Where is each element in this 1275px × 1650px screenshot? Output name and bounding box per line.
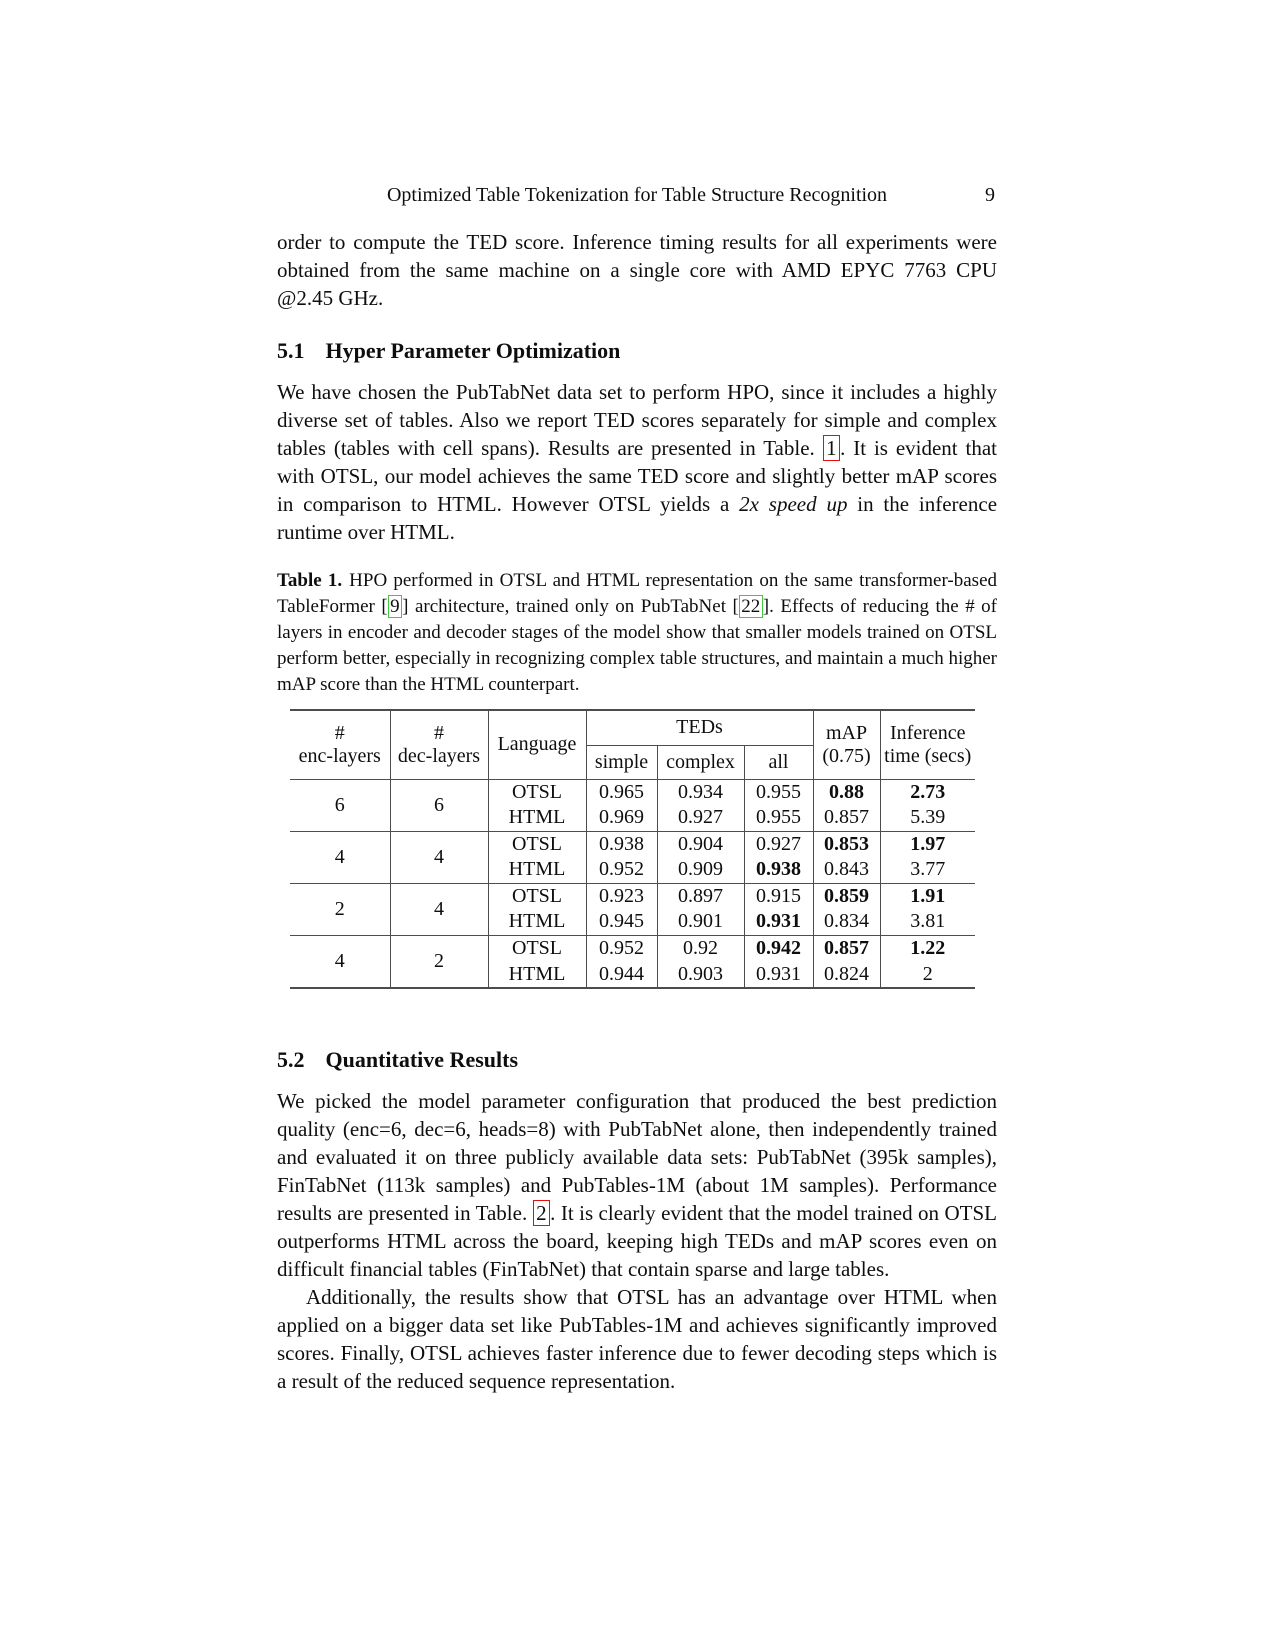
language-cell: HTML	[488, 961, 586, 987]
col-header-teds-all: all	[744, 745, 813, 779]
language-cell: HTML	[488, 805, 586, 831]
citation-link[interactable]: 9	[388, 595, 403, 618]
map-cell: 0.853	[813, 831, 880, 857]
paragraph-intro	[277, 228, 997, 312]
inference-time-cell: 1.97	[910, 832, 946, 855]
col-header-inference-time: Inference time (secs)	[884, 721, 972, 767]
ted-simple-cell: 0.969	[586, 805, 657, 831]
map-cell: 0.88	[813, 779, 880, 805]
language-cell: OTSL	[488, 779, 586, 805]
dec-layers-value: 2	[390, 935, 488, 987]
language-cell: HTML	[488, 857, 586, 883]
col-header-teds-simple: simple	[586, 745, 657, 779]
ted-complex-cell: 0.897	[657, 883, 744, 909]
inference-time-cell: 3.77	[910, 858, 946, 881]
section-title: Hyper Parameter Optimization	[325, 338, 621, 363]
ted-complex-cell: 0.909	[657, 857, 744, 883]
ted-simple-cell: 0.923	[586, 883, 657, 909]
ted-complex-cell: 0.92	[657, 935, 744, 961]
map-cell: 0.857	[813, 935, 880, 961]
paragraph-quantitative-1	[277, 1087, 997, 1283]
inference-time-cell: 1.22	[910, 936, 946, 959]
col-header-teds: TEDs	[586, 711, 813, 745]
text-run: We picked the model parameter configuration that produced the best prediction quality (enc=6, dec=6, heads=8) with PubTabNet alone, then independently trained and evaluated it on three publicly available data sets: PubTabNet (395k samples), FinTabNet (113k samples) and PubTables-1M (about 1M samples). Performance results are presented in Table.	[277, 1089, 997, 1225]
col-header-teds-complex: complex	[657, 745, 744, 779]
ted-all-cell: 0.931	[744, 961, 813, 987]
citation-link[interactable]: 22	[739, 595, 763, 618]
inference-time-cell: 3.81	[910, 910, 946, 933]
table-row	[290, 779, 975, 805]
language-cell: OTSL	[488, 831, 586, 857]
ted-all-cell: 0.938	[744, 857, 813, 883]
inference-time-cell: 2	[922, 962, 933, 985]
running-head-title: Optimized Table Tokenization for Table Structure Recognition	[386, 184, 888, 206]
enc-layers-value: 6	[290, 779, 390, 831]
dec-layers-value: 6	[390, 779, 488, 831]
ted-simple-cell: 0.965	[586, 779, 657, 805]
running-head	[277, 183, 997, 207]
paragraph-hpo	[277, 378, 997, 546]
ted-simple-cell: 0.944	[586, 961, 657, 987]
table-reference-link[interactable]: 1	[823, 435, 841, 461]
map-cell: 0.843	[813, 857, 880, 883]
text-run: . It is evident that with OTSL, our model achieves the same TED score and slightly better mAP scores in comparison to HTML. However OTSL yields a	[277, 436, 998, 516]
ted-all-cell: 0.942	[744, 935, 813, 961]
ted-all-cell: 0.927	[744, 831, 813, 857]
map-cell: 0.834	[813, 909, 880, 935]
col-header-enc-layers: # enc-layers	[290, 711, 390, 779]
dec-layers-value: 4	[390, 831, 488, 883]
text-column	[277, 183, 997, 1395]
col-header-language: Language	[488, 711, 586, 779]
caption-label: Table 1.	[277, 570, 343, 591]
dec-layers-value: 4	[390, 883, 488, 935]
inference-time-cell: 2.73	[910, 780, 946, 803]
text-run: ]. Effects of reducing the # of layers in encoder and decoder stages of the model show that smaller models trained on OTSL perform better, especially in recognizing complex table structures, and maintain a much higher mAP score than the HTML counterpart.	[277, 596, 997, 695]
ted-complex-cell: 0.904	[657, 831, 744, 857]
ted-simple-cell: 0.945	[586, 909, 657, 935]
page-number: 9	[985, 184, 995, 206]
ted-complex-cell: 0.901	[657, 909, 744, 935]
ted-all-cell: 0.931	[744, 909, 813, 935]
text-run: HPO performed in OTSL and HTML representation on the same transformer-based TableFormer [	[277, 570, 997, 617]
map-cell: 0.824	[813, 961, 880, 987]
paragraph-quantitative-2	[277, 1283, 997, 1395]
ted-complex-cell: 0.934	[657, 779, 744, 805]
table1-caption	[277, 568, 997, 698]
section-heading-5-1	[277, 338, 997, 364]
text-run: . It is clearly evident that the model trained on OTSL outperforms HTML across the board, keeping high TEDs and mAP scores even on difficult financial tables (FinTabNet) that contain sparse and large tables.	[277, 1201, 997, 1281]
table-row	[290, 883, 975, 909]
section-heading-5-2	[277, 1047, 997, 1073]
map-cell: 0.859	[813, 883, 880, 909]
language-cell: OTSL	[488, 935, 586, 961]
text-run: order to compute the TED score. Inference timing results for all experiments were obtained from the same machine on a single core with AMD EPYC 7763 CPU @2.45 GHz.	[277, 230, 997, 310]
table-reference-link[interactable]: 2	[533, 1200, 551, 1226]
text-run: Additionally, the results show that OTSL has an advantage over HTML when applied on a bigger data set like PubTables-1M and achieves significantly improved scores. Finally, OTSL achieves faster inference due to fewer decoding steps which is a result of the reduced sequence representation.	[277, 1285, 997, 1393]
map-cell: 0.857	[813, 805, 880, 831]
table-row	[290, 935, 975, 961]
ted-all-cell: 0.955	[744, 805, 813, 831]
ted-simple-cell: 0.938	[586, 831, 657, 857]
table-row	[290, 831, 975, 857]
inference-time-cell: 5.39	[910, 806, 946, 829]
ted-all-cell: 0.915	[744, 883, 813, 909]
enc-layers-value: 4	[290, 831, 390, 883]
col-header-dec-layers: # dec-layers	[390, 711, 488, 779]
enc-layers-value: 2	[290, 883, 390, 935]
ted-complex-cell: 0.927	[657, 805, 744, 831]
ted-simple-cell: 0.952	[586, 935, 657, 961]
inference-time-cell: 1.91	[910, 884, 946, 907]
section-title: Quantitative Results	[325, 1047, 518, 1072]
ted-all-cell: 0.955	[744, 779, 813, 805]
section-number: 5.2	[277, 1047, 305, 1072]
enc-layers-value: 4	[290, 935, 390, 987]
text-run: ] architecture, trained only on PubTabNet [	[402, 596, 739, 617]
language-cell: HTML	[488, 909, 586, 935]
language-cell: OTSL	[488, 883, 586, 909]
ted-simple-cell: 0.952	[586, 857, 657, 883]
ted-complex-cell: 0.903	[657, 961, 744, 987]
text-run: We have chosen the PubTabNet data set to perform HPO, since it includes a highly diverse set of tables. Also we report TED scores separately for simple and complex tables (tables with cell spans). Results are presented in Table.	[277, 380, 997, 460]
text-run: in the inference runtime over HTML.	[277, 492, 998, 544]
col-header-map: mAP (0.75)	[813, 711, 880, 779]
text-run: 2x speed up	[739, 492, 848, 516]
section-number: 5.1	[277, 338, 305, 363]
results-table	[290, 711, 975, 987]
table1	[290, 709, 975, 989]
